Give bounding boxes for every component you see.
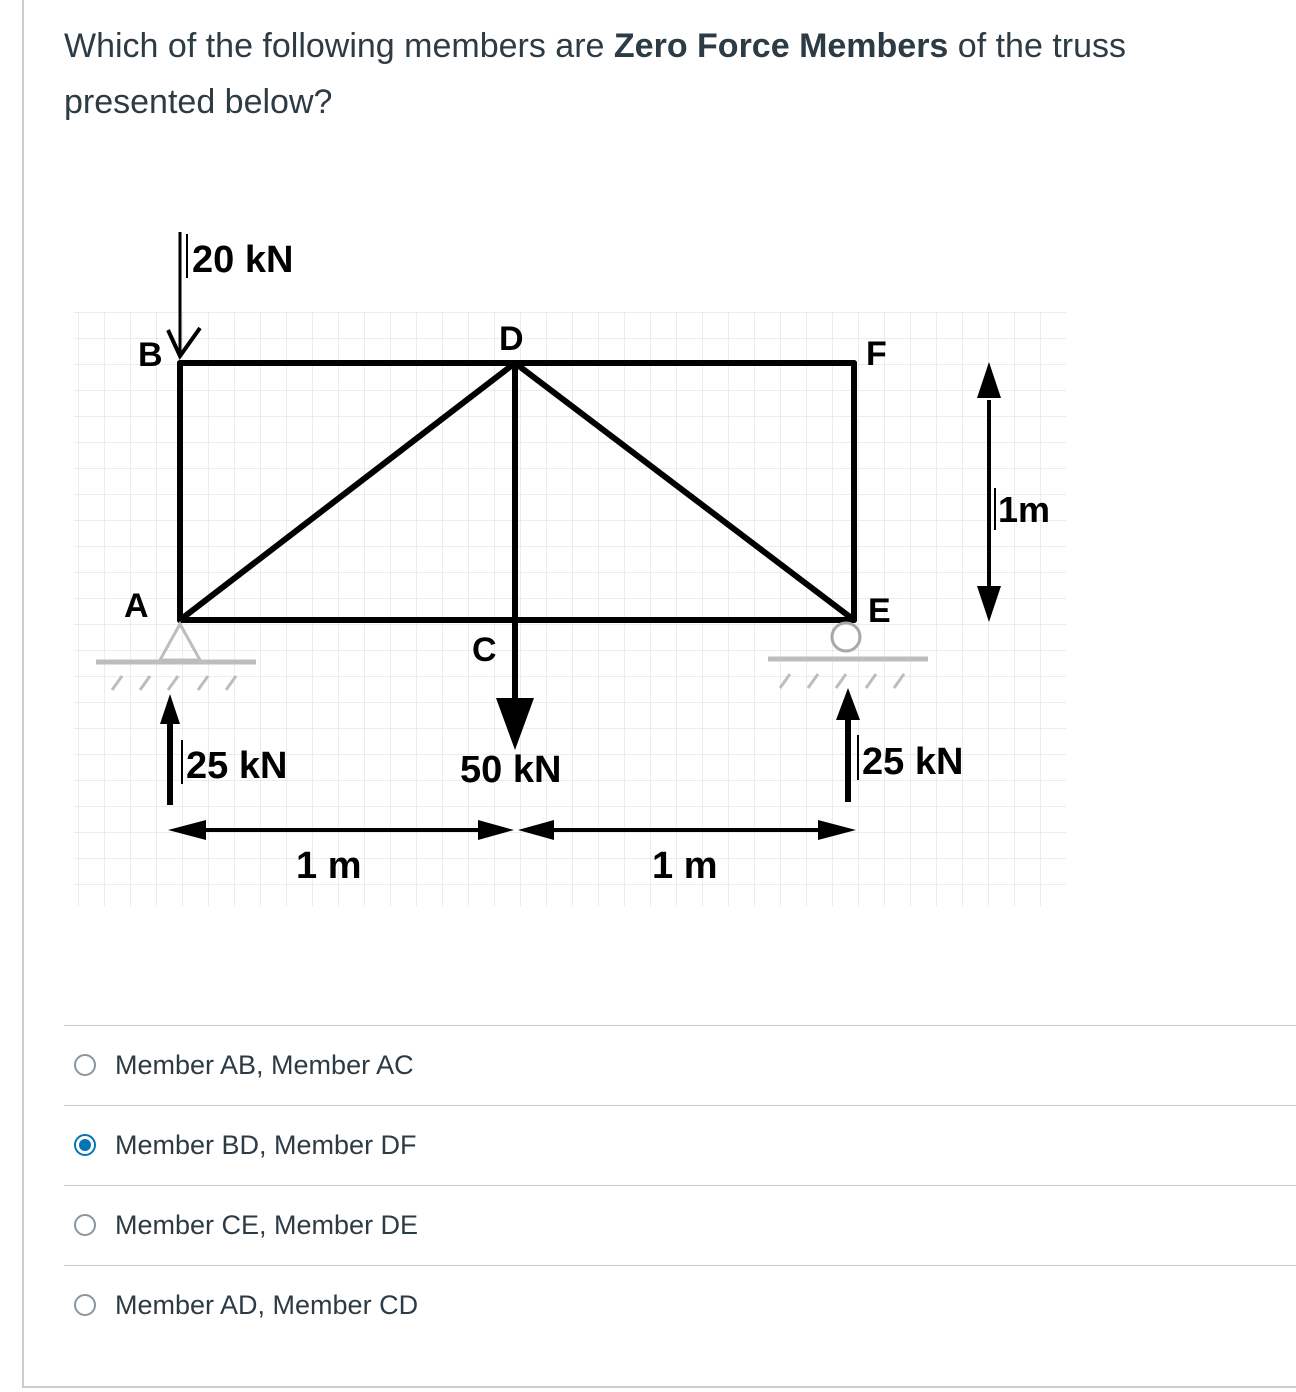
answer-label[interactable]: Member AD, Member CD [115, 1290, 419, 1320]
answer-option-3[interactable] [64, 1185, 1296, 1265]
answer-label[interactable]: Member BD, Member DF [115, 1130, 417, 1160]
height-label: 1m [998, 489, 1051, 530]
radio-button[interactable] [74, 1054, 96, 1076]
answer-option-1[interactable] [64, 1025, 1296, 1105]
question-text-bold: Zero Force Members [613, 27, 949, 65]
answer-option-2[interactable] [64, 1105, 1296, 1185]
node-label-e: E [868, 592, 891, 630]
answer-label[interactable]: Member CE, Member DE [115, 1210, 419, 1240]
node-label-c: C [472, 631, 497, 669]
question-text-start: Which of the following members are [64, 27, 614, 65]
left-span-label: 1 m [296, 845, 362, 887]
answer-option-4[interactable] [64, 1265, 1296, 1345]
right-span-label: 1 m [652, 845, 718, 887]
top-load-label: 20 kN [192, 239, 294, 281]
node-label-f: F [866, 335, 887, 373]
right-reaction-label: 25 kN [862, 741, 964, 783]
radio-button-selected[interactable] [74, 1134, 96, 1156]
node-label-a: A [124, 587, 149, 625]
mid-load-label: 50 kN [460, 749, 562, 791]
node-label-b: B [138, 336, 163, 374]
left-reaction-label: 25 kN [186, 745, 288, 787]
answer-label[interactable]: Member AB, Member AC [115, 1050, 414, 1080]
radio-button[interactable] [74, 1294, 96, 1316]
node-label-d: D [499, 320, 524, 358]
answer-list [64, 1025, 1296, 1345]
radio-button[interactable] [74, 1214, 96, 1236]
question-text-end: of the truss presented below? [64, 27, 1126, 121]
